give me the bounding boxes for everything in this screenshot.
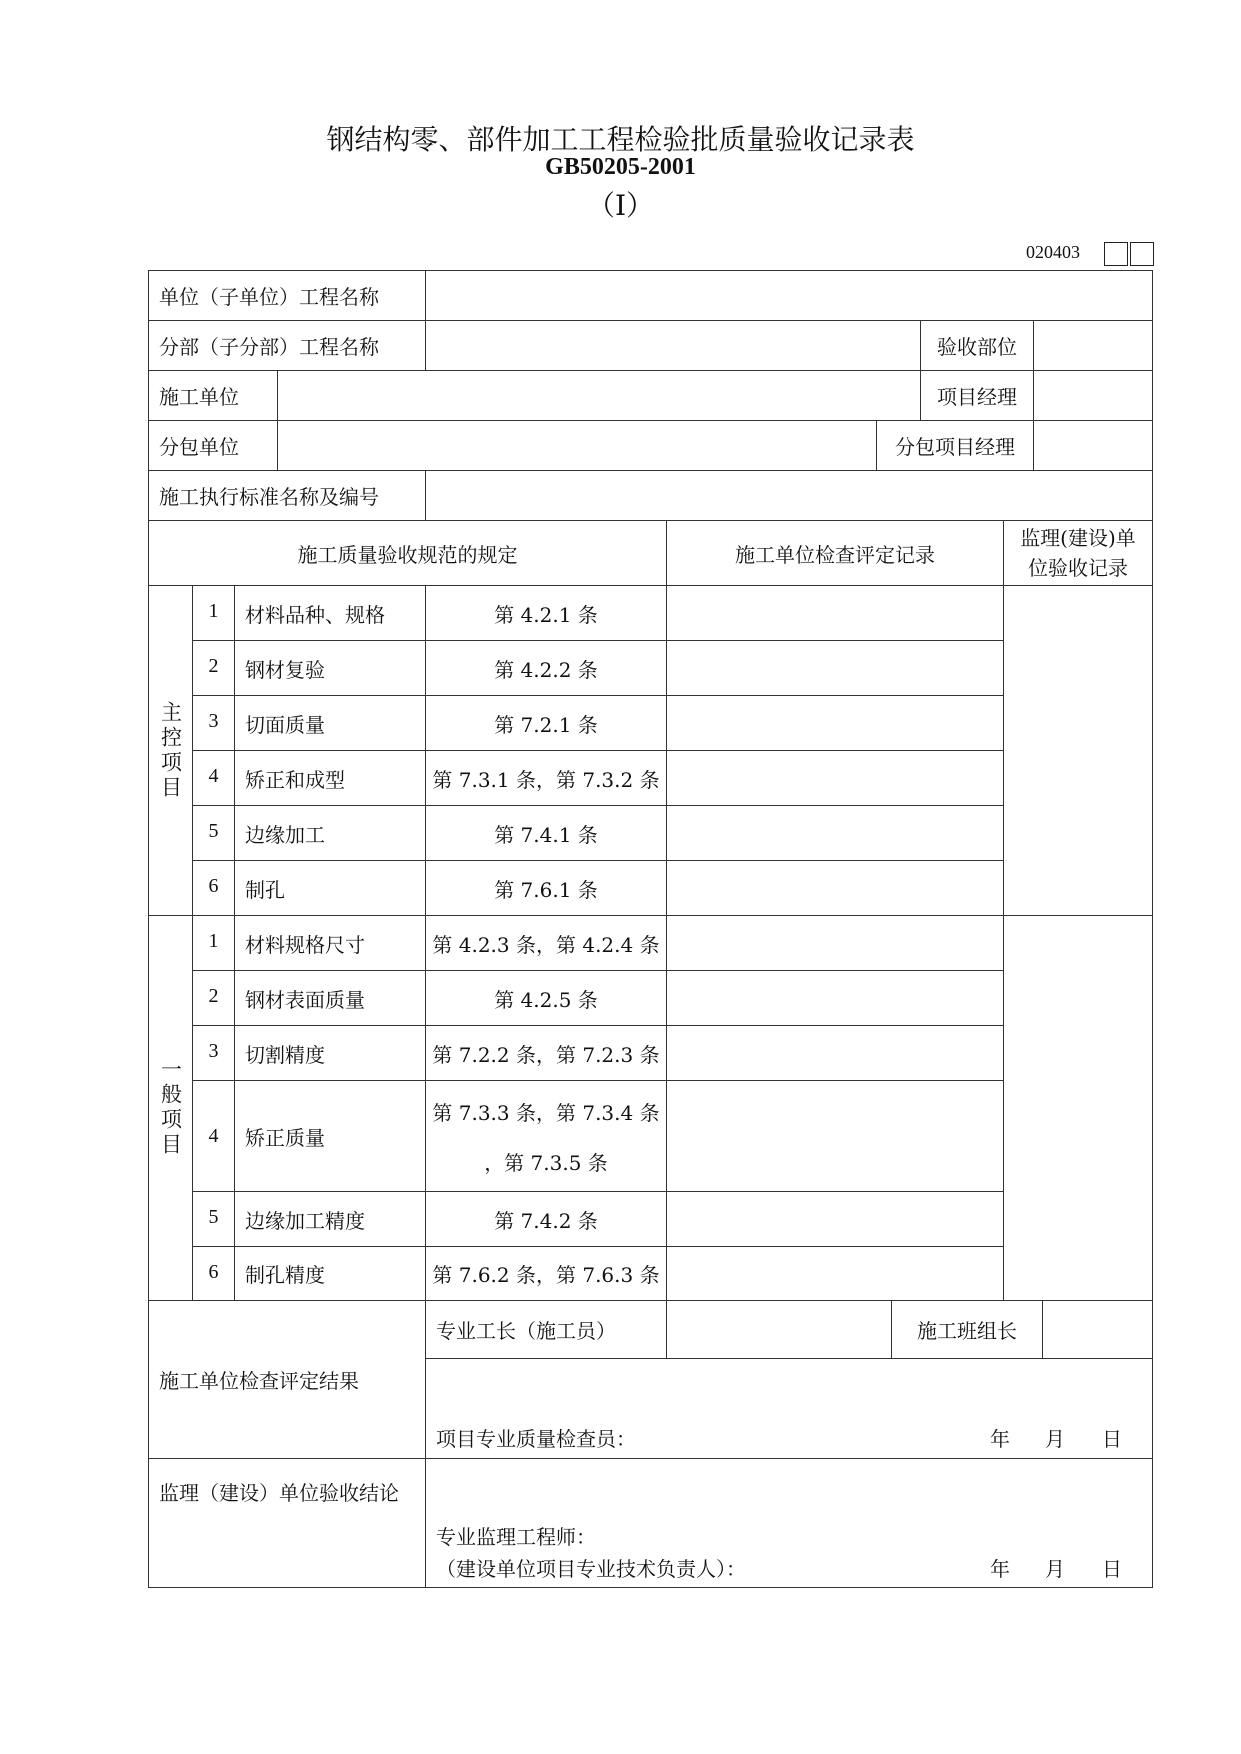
main-row-name: 钢材复验: [234, 640, 426, 696]
general-row-clause: 第 4.2.5 条: [425, 970, 667, 1026]
general-row-clause: 第 7.2.2 条，第 7.2.3 条: [425, 1025, 667, 1081]
conclusion-engineer-label: 专业监理工程师：: [436, 1525, 596, 1549]
main-row-name: 制孔: [234, 860, 426, 916]
label-unit-project: 单位（子单位）工程名称: [148, 270, 426, 321]
main-row-name: 边缘加工: [234, 805, 426, 861]
general-row-name: 钢材表面质量: [234, 970, 426, 1026]
general-row-no: 1: [192, 915, 235, 971]
label-sub-project: 分部（子分部）工程名称: [148, 320, 426, 371]
general-row-clause-multi: [425, 1080, 667, 1192]
general-row-no: 5: [192, 1191, 235, 1247]
conclusion-area[interactable]: [425, 1458, 1153, 1588]
form-code-box-1[interactable]: [1104, 242, 1128, 266]
main-items-label: 主控项目: [148, 585, 193, 916]
general-row-name: 边缘加工精度: [234, 1191, 426, 1247]
general-row-clause: 第 7.6.2 条，第 7.6.3 条: [425, 1246, 667, 1301]
field-sub-project-manager[interactable]: [1033, 420, 1153, 471]
general-row-name: 矫正质量: [234, 1080, 426, 1192]
field-unit-project[interactable]: [425, 270, 1153, 321]
form-code-box-2[interactable]: [1130, 242, 1154, 266]
general-row-clause-cont: ，第 7.3.5 条: [484, 1150, 608, 1175]
general-row-check[interactable]: [666, 1025, 1004, 1081]
conclusion-day: 日: [1102, 1557, 1122, 1581]
general-row-name: 制孔精度: [234, 1246, 426, 1301]
main-row-check[interactable]: [666, 860, 1004, 916]
general-row-check[interactable]: [666, 1191, 1004, 1247]
main-row-check[interactable]: [666, 695, 1004, 751]
result-label: 施工单位检查评定结果: [148, 1300, 426, 1459]
field-sub-project[interactable]: [425, 320, 921, 371]
general-row-clause: 第 4.2.3 条，第 4.2.4 条: [425, 915, 667, 971]
general-row-clause: 第 7.4.2 条: [425, 1191, 667, 1247]
form-title: 钢结构零、部件加工工程检验批质量验收记录表: [326, 123, 915, 156]
field-subcontractor[interactable]: [277, 420, 877, 471]
main-row-no: 3: [192, 695, 235, 751]
general-items-supervision-record[interactable]: [1003, 915, 1153, 1301]
result-team-leader-label: 施工班组长: [891, 1300, 1043, 1359]
general-row-name: 切割精度: [234, 1025, 426, 1081]
main-row-check[interactable]: [666, 805, 1004, 861]
result-foreman-label: 专业工长（施工员）: [425, 1300, 667, 1359]
form-code: 020403: [1026, 242, 1080, 262]
field-standard-name[interactable]: [425, 470, 1153, 521]
general-row-clause: 第 7.3.3 条，第 7.3.4 条: [432, 1100, 660, 1125]
main-row-clause: 第 7.2.1 条: [425, 695, 667, 751]
field-acceptance-part[interactable]: [1033, 320, 1153, 371]
header-supervision: 监理(建设)单位验收记录: [1003, 520, 1153, 586]
general-row-no: 2: [192, 970, 235, 1026]
main-row-clause: 第 7.6.1 条: [425, 860, 667, 916]
result-foreman-field[interactable]: [666, 1300, 892, 1359]
label-project-manager: 项目经理: [920, 370, 1034, 421]
label-sub-project-manager: 分包项目经理: [876, 420, 1034, 471]
header-spec: 施工质量验收规范的规定: [148, 520, 667, 586]
field-construction-unit[interactable]: [277, 370, 921, 421]
main-row-clause: 第 4.2.2 条: [425, 640, 667, 696]
label-construction-unit: 施工单位: [148, 370, 278, 421]
general-row-name: 材料规格尺寸: [234, 915, 426, 971]
main-row-clause: 第 4.2.1 条: [425, 585, 667, 641]
main-row-name: 材料品种、规格: [234, 585, 426, 641]
label-acceptance-part: 验收部位: [920, 320, 1034, 371]
standard-code: GB50205-2001: [545, 154, 696, 180]
main-row-name: 矫正和成型: [234, 750, 426, 806]
main-row-no: 2: [192, 640, 235, 696]
main-row-clause: 第 7.4.1 条: [425, 805, 667, 861]
conclusion-owner-label: （建设单位项目专业技术负责人）：: [436, 1557, 746, 1581]
main-row-check[interactable]: [666, 585, 1004, 641]
general-row-check[interactable]: [666, 915, 1004, 971]
result-year: 年: [990, 1427, 1010, 1451]
general-row-no: 6: [192, 1246, 235, 1301]
main-row-clause: 第 7.3.1 条，第 7.3.2 条: [425, 750, 667, 806]
form-part: （Ⅰ）: [586, 189, 655, 222]
main-row-no: 4: [192, 750, 235, 806]
main-row-name: 切面质量: [234, 695, 426, 751]
header-check: 施工单位检查评定记录: [666, 520, 1004, 586]
result-month: 月: [1045, 1427, 1065, 1451]
main-row-check[interactable]: [666, 640, 1004, 696]
general-row-check[interactable]: [666, 1246, 1004, 1301]
main-items-supervision-record[interactable]: [1003, 585, 1153, 916]
main-row-check[interactable]: [666, 750, 1004, 806]
result-conclusion-area[interactable]: [425, 1358, 1153, 1459]
result-team-leader-field[interactable]: [1042, 1300, 1153, 1359]
result-day: 日: [1102, 1427, 1122, 1451]
general-row-no: 4: [192, 1080, 235, 1192]
conclusion-label: 监理（建设）单位验收结论: [148, 1458, 426, 1588]
label-subcontractor: 分包单位: [148, 420, 278, 471]
general-row-check[interactable]: [666, 1080, 1004, 1192]
acceptance-table: [148, 270, 1153, 1588]
main-row-no: 5: [192, 805, 235, 861]
general-items-label: 一般项目: [148, 915, 193, 1301]
field-project-manager[interactable]: [1033, 370, 1153, 421]
conclusion-year: 年: [990, 1557, 1010, 1581]
result-inspector-label: 项目专业质量检查员：: [436, 1427, 636, 1451]
general-row-check[interactable]: [666, 970, 1004, 1026]
conclusion-month: 月: [1045, 1557, 1065, 1581]
main-row-no: 1: [192, 585, 235, 641]
main-row-no: 6: [192, 860, 235, 916]
general-row-no: 3: [192, 1025, 235, 1081]
label-standard-name: 施工执行标准名称及编号: [148, 470, 426, 521]
